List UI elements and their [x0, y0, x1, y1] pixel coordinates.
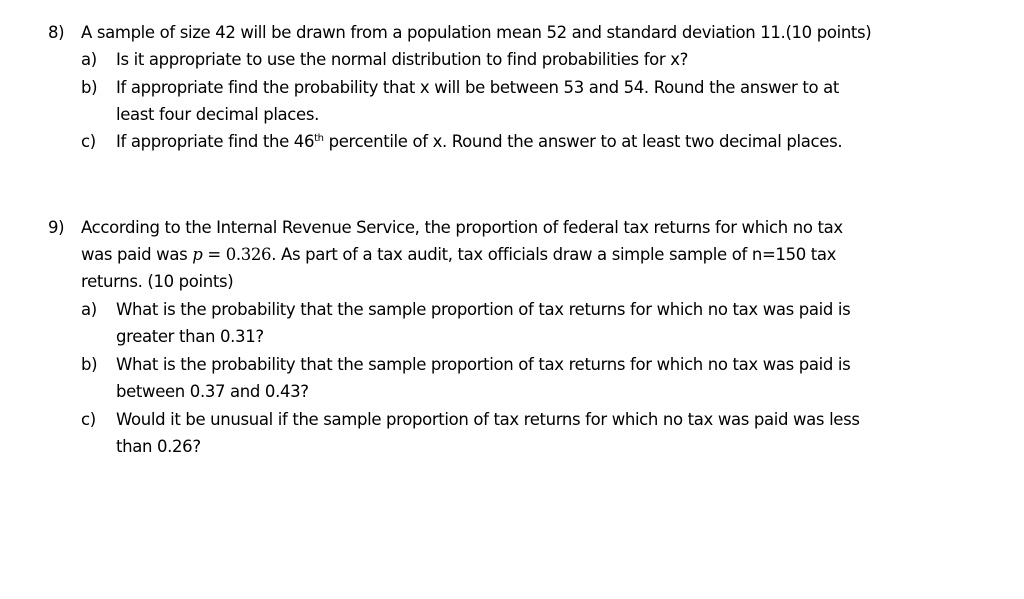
part-b-text-line2: least four decimal places.	[116, 105, 319, 124]
ordinal-suffix: th	[314, 133, 324, 144]
proportion-equation: = 0.326	[202, 245, 272, 264]
part-b-letter: b)	[81, 78, 98, 97]
stem-line2-post: . As part of a tax audit, tax officials draw a simple sample of n=150 tax	[271, 245, 837, 264]
part-c-text-post: percentile of x. Round the answer to at least two decimal places.	[323, 132, 843, 151]
part-c-text-pre: If appropriate find the 46	[116, 132, 315, 151]
part-a-letter: a)	[81, 50, 97, 69]
part-b-text-line2: between 0.37 and 0.43?	[116, 382, 309, 401]
part-a-text-line2: greater than 0.31?	[116, 327, 264, 346]
question-stem: A sample of size 42 will be drawn from a population mean 52 and standard deviation 11.(10 points)	[81, 23, 872, 42]
part-a-text-line1: What is the probability that the sample proportion of tax returns for which no tax was paid is	[116, 300, 851, 319]
question-stem-line2	[81, 245, 836, 265]
part-b-letter: b)	[81, 355, 98, 374]
question-number: 8)	[48, 23, 65, 42]
part-b-text-line1: What is the probability that the sample proportion of tax returns for which no tax was paid is	[116, 355, 851, 374]
question-number: 9)	[48, 218, 65, 237]
proportion-variable: p	[192, 245, 203, 264]
part-a-letter: a)	[81, 300, 97, 319]
part-c-letter: c)	[81, 410, 96, 429]
part-c-letter: c)	[81, 132, 96, 151]
part-c-text	[116, 132, 842, 152]
part-c-text-line2: than 0.26?	[116, 437, 201, 456]
part-c-text-line1: Would it be unusual if the sample proportion of tax returns for which no tax was paid was less	[116, 410, 860, 429]
question-stem-line3: returns. (10 points)	[81, 272, 234, 291]
stem-line2-pre: was paid was	[81, 245, 193, 264]
question-stem-line1: According to the Internal Revenue Service, the proportion of federal tax returns for which no tax	[81, 218, 843, 237]
part-b-text-line1: If appropriate find the probability that x will be between 53 and 54. Round the answer to at	[116, 78, 840, 97]
part-a-text: Is it appropriate to use the normal distribution to find probabilities for x?	[116, 50, 689, 69]
